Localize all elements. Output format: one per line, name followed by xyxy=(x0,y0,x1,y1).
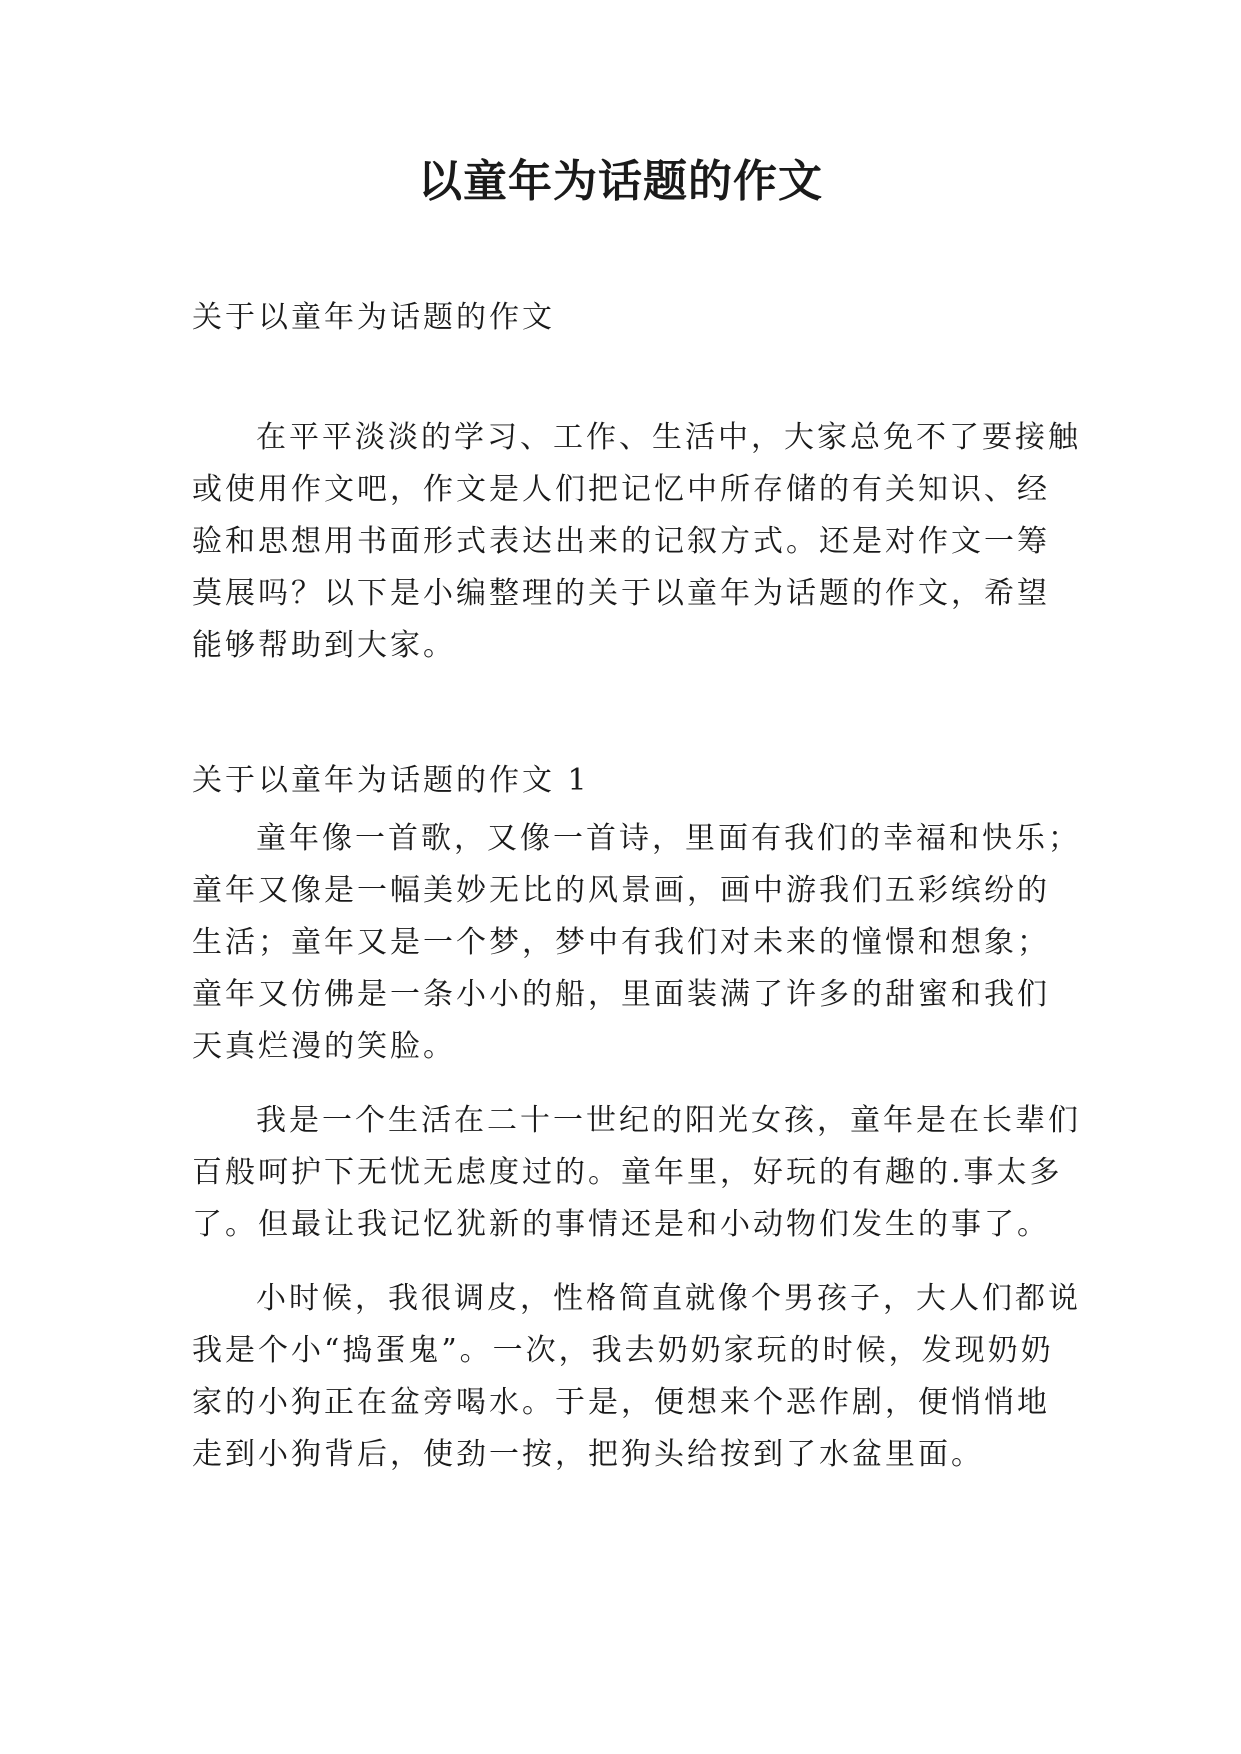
essay-paragraph-3: 小时候，我很调皮，性格简直就像个男孩子，大人们都说我是个小“捣蛋鬼”。一次，我去奶奶家玩的时候，发现奶奶家的小狗正在盆旁喝水。于是，便想来个恶作剧，便悄悄地走到小狗背后，使劲一按，把狗头给按到了水盆里面。 xyxy=(192,1281,1081,1472)
intro-paragraph: 在平平淡淡的学习、工作、生活中，大家总免不了要接触或使用作文吧，作文是人们把记忆中所存储的有关知识、经验和思想用书面形式表达出来的记叙方式。还是对作文一筹莫展吗？以下是小编整理的关于以童年为话题的作文，希望能够帮助到大家。 xyxy=(192,420,1081,663)
document-title: 以童年为话题的作文 xyxy=(418,156,823,207)
subheading: 关于以童年为话题的作文 xyxy=(192,300,555,335)
essay-section xyxy=(192,755,1082,1503)
section-title: 关于以童年为话题的作文 1 xyxy=(192,763,590,798)
essay-paragraph-1: 童年像一首歌，又像一首诗，里面有我们的幸福和快乐；童年又像是一幅美妙无比的风景画，画中游我们五彩缤纷的生活；童年又是一个梦，梦中有我们对未来的憧憬和想象；童年又仿佛是一条小小的船，里面装满了许多的甜蜜和我们天真烂漫的笑脸。 xyxy=(192,821,1081,1064)
essay-paragraph-2: 我是一个生活在二十一世纪的阳光女孩，童年是在长辈们百般呵护下无忧无虑度过的。童年里，好玩的有趣的.事太多了。但最让我记忆犹新的事情还是和小动物们发生的事了。 xyxy=(192,1103,1081,1242)
